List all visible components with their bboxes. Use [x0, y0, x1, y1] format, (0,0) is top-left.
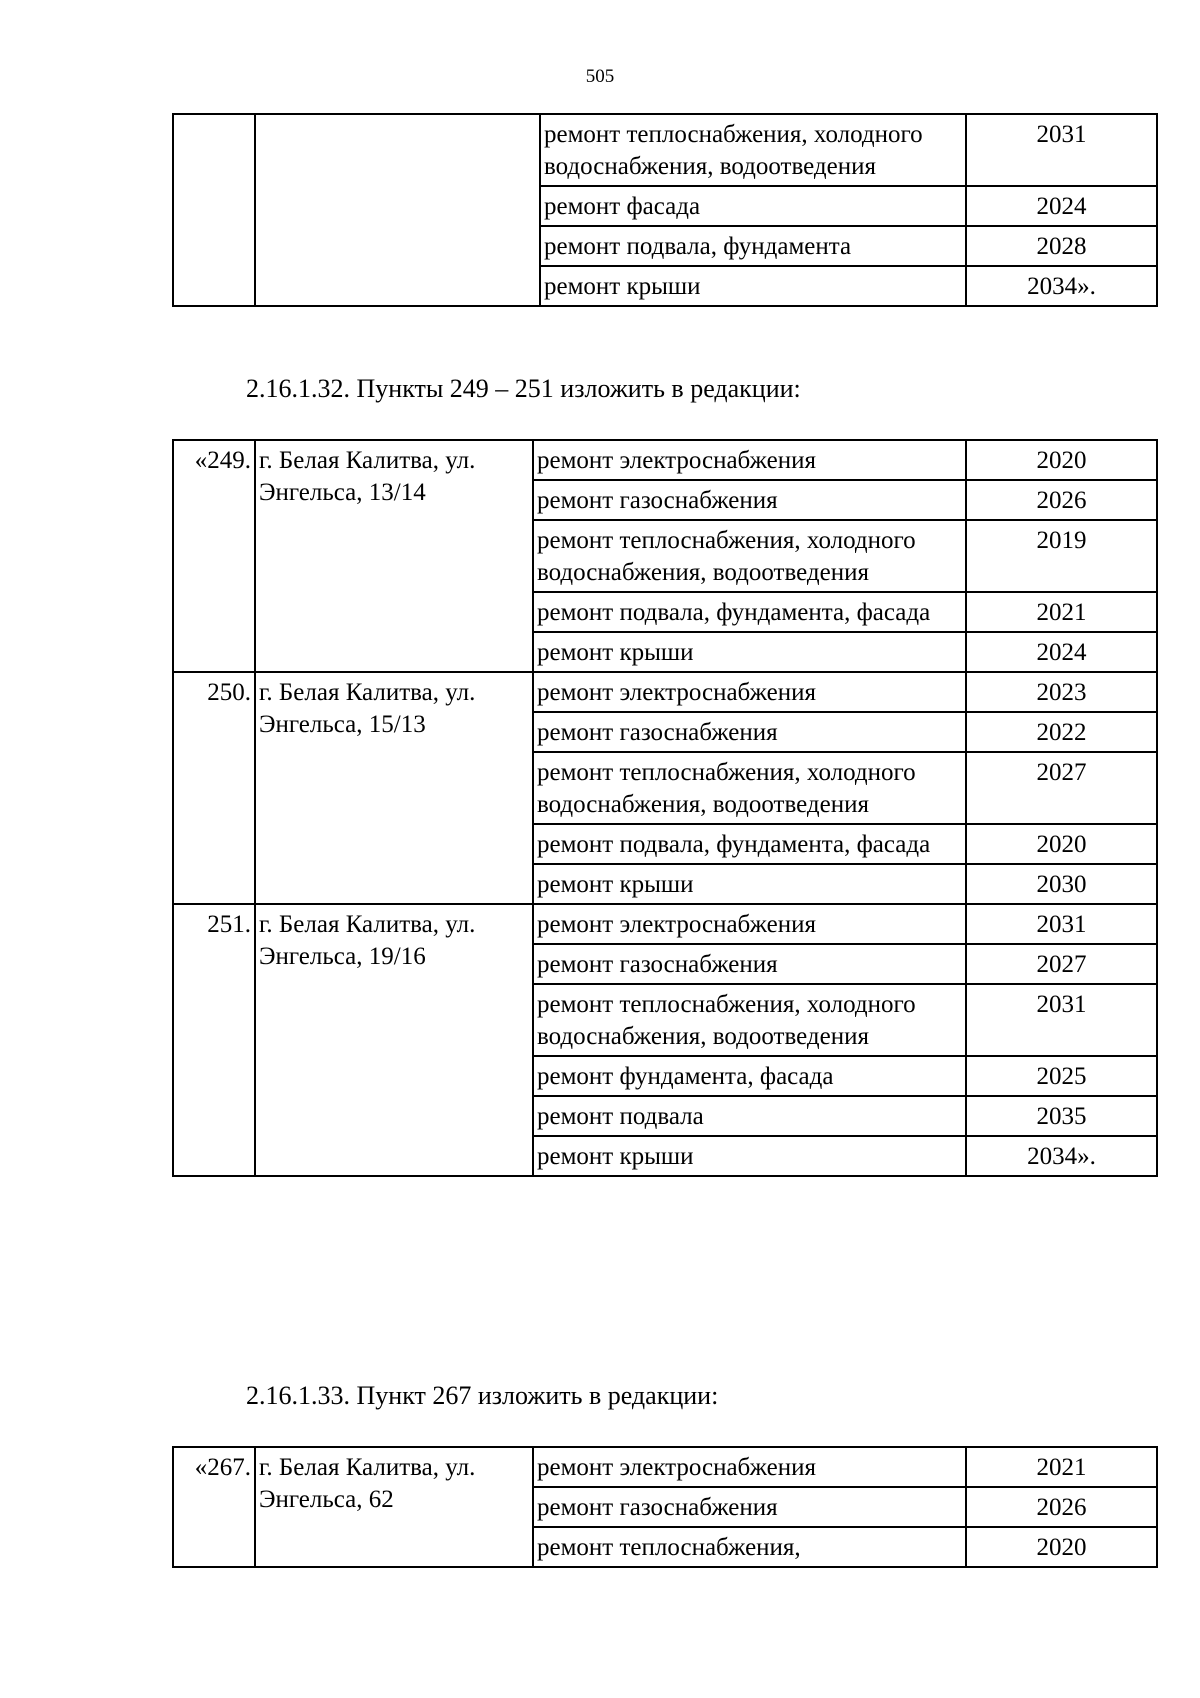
year-cell: 2031 — [966, 114, 1157, 186]
item-number-cell: 251. — [173, 904, 255, 1176]
work-type-cell: ремонт теплоснабжения, холодного водоснабжения, водоотведения — [533, 520, 966, 592]
table-row — [173, 114, 1157, 186]
year-cell: 2023 — [966, 672, 1157, 712]
work-type-cell: ремонт теплоснабжения, — [533, 1527, 966, 1567]
table-row — [173, 1447, 1157, 1487]
address-cell: г. Белая Калитва, ул. Энгельса, 19/16 — [255, 904, 533, 1176]
year-cell: 2027 — [966, 944, 1157, 984]
year-cell: 2021 — [966, 1447, 1157, 1487]
year-cell: 2026 — [966, 480, 1157, 520]
address-cell: г. Белая Калитва, ул. Энгельса, 62 — [255, 1447, 533, 1567]
address-cell — [255, 114, 540, 306]
address-cell: г. Белая Калитва, ул. Энгельса, 15/13 — [255, 672, 533, 904]
item-number-cell — [173, 114, 255, 306]
year-cell: 2028 — [966, 226, 1157, 266]
address-cell: г. Белая Калитва, ул. Энгельса, 13/14 — [255, 440, 533, 672]
work-type-cell: ремонт крыши — [533, 1136, 966, 1176]
year-cell: 2027 — [966, 752, 1157, 824]
year-cell: 2021 — [966, 592, 1157, 632]
work-type-cell: ремонт электроснабжения — [533, 1447, 966, 1487]
work-type-cell: ремонт газоснабжения — [533, 712, 966, 752]
year-cell: 2034». — [966, 1136, 1157, 1176]
work-type-cell: ремонт крыши — [540, 266, 966, 306]
repair-schedule-table-249-251 — [172, 439, 1158, 1177]
year-cell: 2024 — [966, 186, 1157, 226]
table-row — [173, 440, 1157, 480]
year-cell: 2024 — [966, 632, 1157, 672]
year-cell: 2031 — [966, 984, 1157, 1056]
year-cell: 2020 — [966, 440, 1157, 480]
work-type-cell: ремонт фасада — [540, 186, 966, 226]
work-type-cell: ремонт фундамента, фасада — [533, 1056, 966, 1096]
work-type-cell: ремонт электроснабжения — [533, 440, 966, 480]
repair-schedule-table-continuation — [172, 113, 1158, 307]
year-cell: 2019 — [966, 520, 1157, 592]
year-cell: 2031 — [966, 904, 1157, 944]
work-type-cell: ремонт подвала — [533, 1096, 966, 1136]
amendment-paragraph: 2.16.1.33. Пункт 267 изложить в редакции: — [246, 1381, 719, 1410]
year-cell: 2034». — [966, 266, 1157, 306]
year-cell: 2020 — [966, 1527, 1157, 1567]
item-number-cell: «267. — [173, 1447, 255, 1567]
repair-schedule-table-267 — [172, 1446, 1158, 1568]
table-row — [173, 672, 1157, 712]
table-row — [173, 904, 1157, 944]
work-type-cell: ремонт газоснабжения — [533, 480, 966, 520]
work-type-cell: ремонт газоснабжения — [533, 1487, 966, 1527]
year-cell: 2022 — [966, 712, 1157, 752]
amendment-paragraph: 2.16.1.32. Пункты 249 – 251 изложить в редакции: — [246, 374, 801, 403]
work-type-cell: ремонт электроснабжения — [533, 672, 966, 712]
year-cell: 2020 — [966, 824, 1157, 864]
year-cell: 2025 — [966, 1056, 1157, 1096]
work-type-cell: ремонт крыши — [533, 864, 966, 904]
work-type-cell: ремонт теплоснабжения, холодного водоснабжения, водоотведения — [533, 752, 966, 824]
work-type-cell: ремонт подвала, фундамента — [540, 226, 966, 266]
year-cell: 2026 — [966, 1487, 1157, 1527]
work-type-cell: ремонт теплоснабжения, холодного водоснабжения, водоотведения — [540, 114, 966, 186]
work-type-cell: ремонт крыши — [533, 632, 966, 672]
page-number: 505 — [585, 66, 615, 87]
work-type-cell: ремонт теплоснабжения, холодного водоснабжения, водоотведения — [533, 984, 966, 1056]
year-cell: 2030 — [966, 864, 1157, 904]
work-type-cell: ремонт газоснабжения — [533, 944, 966, 984]
year-cell: 2035 — [966, 1096, 1157, 1136]
work-type-cell: ремонт подвала, фундамента, фасада — [533, 824, 966, 864]
work-type-cell: ремонт подвала, фундамента, фасада — [533, 592, 966, 632]
item-number-cell: «249. — [173, 440, 255, 672]
work-type-cell: ремонт электроснабжения — [533, 904, 966, 944]
item-number-cell: 250. — [173, 672, 255, 904]
